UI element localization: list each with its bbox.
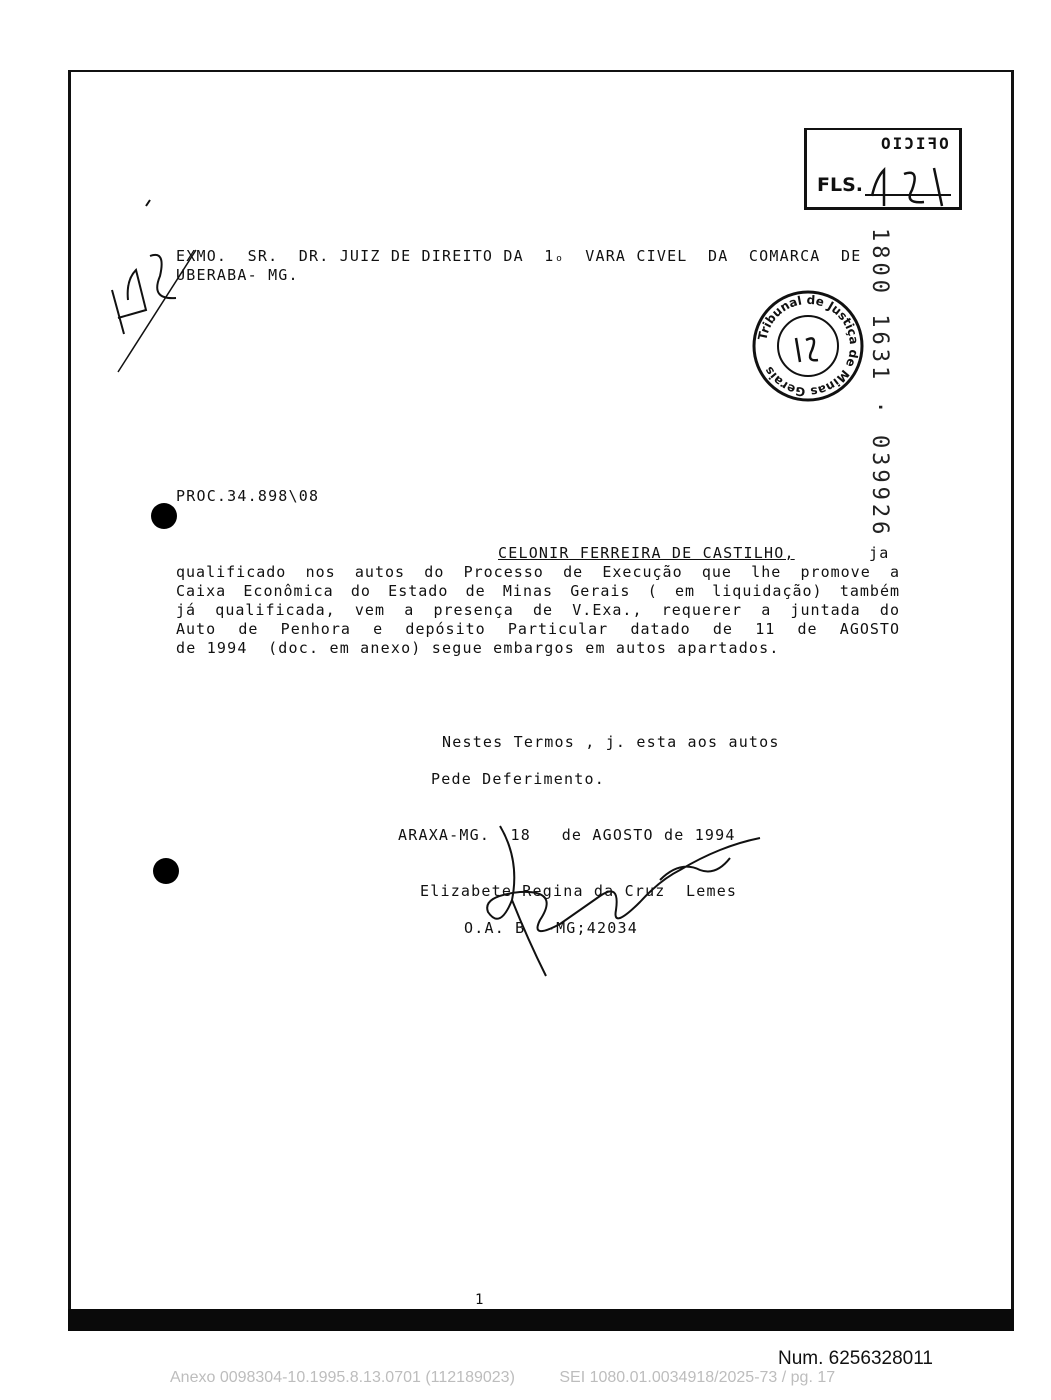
- process-number: PROC.34.898\08: [176, 487, 320, 505]
- body-last-line: de 1994 (doc. em anexo) segue embargos em autos apartados.: [176, 639, 780, 657]
- svg-text:Tribunal de Justiça de Minas G: Tribunal de Justiça de Minas Gerais: [755, 292, 862, 400]
- page-number: 1: [475, 1292, 485, 1308]
- fls-line: [865, 194, 951, 196]
- body-line: Caixa Econômica do Estado de Minas Gerais ( em liquidação) também: [176, 582, 900, 600]
- body-line: Auto de Penhora e depósito Particular datado de 11 de AGOSTO: [176, 620, 900, 638]
- signer-name: Elizabete Regina da Cruz Lemes: [420, 882, 738, 900]
- body-paragraph: [176, 563, 900, 639]
- punch-hole-bottom: [153, 858, 179, 884]
- protocol-stamp: 1800 1631 · 039926: [867, 228, 892, 539]
- addressee-line-1: EXMO. SR. DR. JUIZ DE DIREITO DA 1ₒ VARA CIVEL DA COMARCA DE: [176, 247, 862, 265]
- first-line-tail: ja: [869, 544, 890, 562]
- fls-stamp: [804, 128, 962, 210]
- oficio-label: OFICIO: [879, 134, 949, 153]
- place-date: ARAXA-MG. 18 de AGOSTO de 1994: [398, 826, 736, 844]
- pede-deferimento: Pede Deferimento.: [431, 770, 605, 788]
- tribunal-seal: [752, 290, 864, 402]
- punch-hole-top: [151, 503, 177, 529]
- document-num: Num. 6256328011: [778, 1348, 933, 1369]
- body-line: qualificado nos autos do Processo de Execução que lhe promove a: [176, 563, 900, 581]
- party-name: CELONIR FERREIRA DE CASTILHO,: [498, 544, 795, 562]
- oab-number: O.A. B -MG;42034: [464, 919, 638, 937]
- fls-label: FLS.: [817, 174, 863, 196]
- nestes-termos: Nestes Termos , j. esta aos autos: [442, 733, 780, 751]
- annex-reference: Anexo 0098304-10.1995.8.13.0701 (112189023) SEI 1080.01.0034918/2025-73 / pg. 17: [170, 1369, 836, 1386]
- scan-bottom-edge: [68, 1309, 1014, 1331]
- addressee-line-2: UBERABA- MG.: [176, 266, 299, 284]
- body-line: já qualificada, vem a presença de V.Exa., requerer a juntada do: [176, 601, 900, 619]
